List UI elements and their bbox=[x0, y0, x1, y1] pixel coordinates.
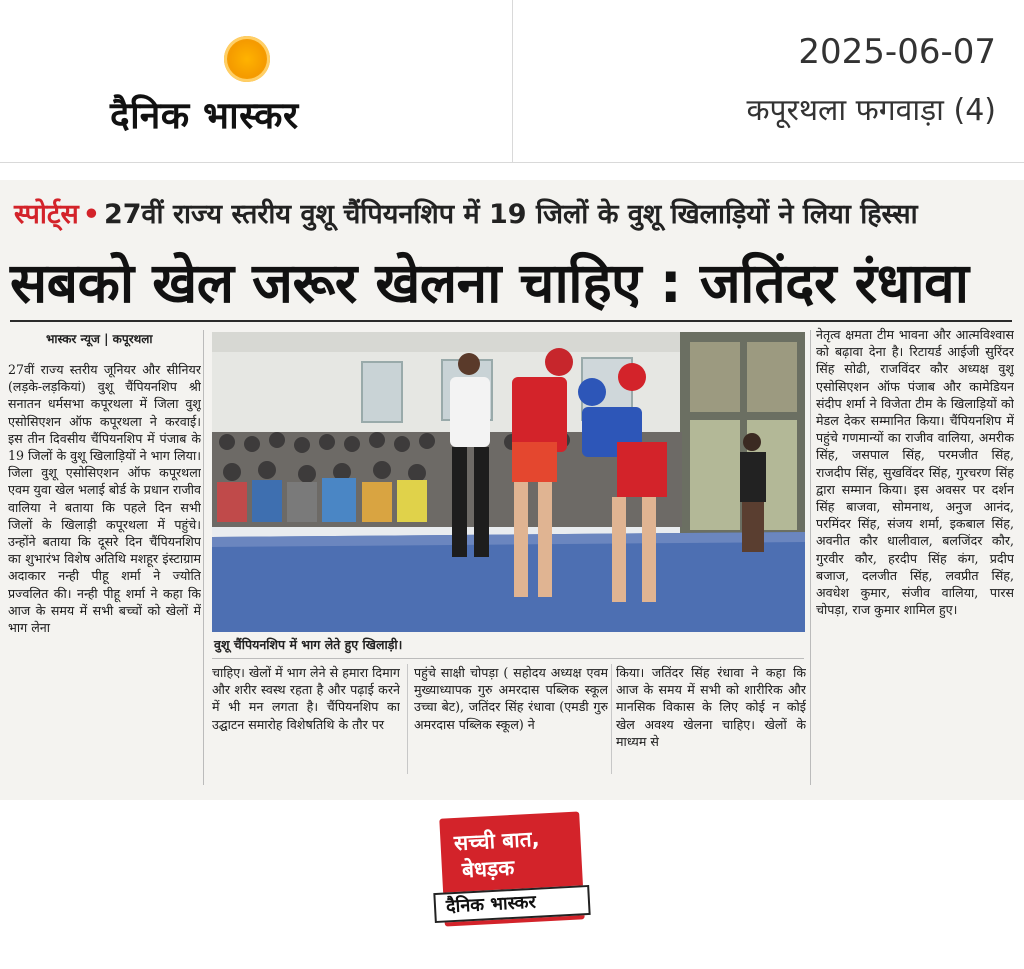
edition-name: कपूरथला फगवाड़ा (4) bbox=[746, 93, 996, 128]
photo-illustration bbox=[212, 332, 805, 632]
sun-logo-icon bbox=[224, 36, 270, 82]
wushu-match-photo bbox=[212, 332, 805, 632]
article-column-1 bbox=[8, 328, 201, 788]
logo-text: दैनिक भास्कर bbox=[110, 94, 299, 137]
byline: भास्कर न्यूज | कपूरथला bbox=[46, 332, 153, 346]
headline-rule bbox=[10, 320, 1012, 322]
headline: सबको खेल जरूर खेलना चाहिए : जतिंदर रंधावा bbox=[10, 251, 969, 315]
badge-slogan-line2: बेधड़क bbox=[461, 855, 515, 883]
kicker-bullet: • bbox=[82, 199, 100, 230]
column-1-text: 27वीं राज्य स्तरीय जूनियर और सीनियर (लड़के-लड़कियां) वुशू चैंपियनशिप श्री सनातन धर्मसभा कपूरथला में जिला वुशू एसोसिएशन ऑफ कपूरथला ने करवाई। इस तीन दिवसीय चैंपियनशिप में पंजाब के 19 जिलों के वुशू खिलाड़ियों ने भाग लिया। जिला वुशू एसोसिएशन ऑफ कपूरथला एवम युवा खेल भलाई बोर्ड के प्रधान राजीव वालिया ने बताया कि पहले दिन सभी जिलों के खिलाड़ी कपूरथला में पहुंचे। उन्होंने बताया कि दूसरे दिन चैंपियनशिप का शुभारंभ विशेष अतिथि मशहूर इंस्टाग्राम अदाकार नन्ही पीहू शर्मा ने ज्योति प्रज्वलित की। नन्ही पीहू शर्मा ने कहा कि आज के समय में सभी बच्चों को खेलों में भाग लेना bbox=[8, 362, 201, 636]
header bbox=[0, 0, 1024, 163]
kicker bbox=[14, 194, 918, 231]
column-divider bbox=[810, 330, 811, 785]
lower-rule bbox=[212, 658, 804, 659]
photo-caption: वुशू चैंपियनशिप में भाग लेते हुए खिलाड़ी। bbox=[214, 637, 403, 652]
header-divider bbox=[512, 0, 513, 163]
article-column-5: नेतृत्व क्षमता टीम भावना और आत्मविश्वास को बढ़ावा देना है। रिटायर्ड आईजी सुरिंदर सिंह सोढी, राजविंदर कौर अध्यक्ष वुशू एसोसिएशन ऑफ पंजाब और कामेडियन संदीप शर्मा ने विजेता टीम के खिलाड़ियों को मेडल देकर सम्मानित किया। चैंपियनशिप में पहुंचे गणमान्यों का राजीव वालिया, अमरीक सिंह, जसपाल सिंह, परमजीत सिंह, राजदीप सिंह, सुखविंदर सिंह, गुरचरण सिंह द्वारा सम्मान किया। इस अवसर पर दर्शन सिंह बाजवा, सोमनाथ, अनुज आनंद, परमिंदर सिंह, संजय शर्मा, इकबाल सिंह, अवनीत कौर धालीवाल, बलजिंदर कौर, गुरवीर कौर, हरदीप सिंह कंग, प्रदीप बजाज, दलजीत सिंह, लवप्रीत सिंह, अवधेश कुमार, संजीव वालिया, पारस चोपड़ा, राज कुमार शामिल हुए। bbox=[816, 327, 1014, 618]
kicker-tag: स्पोर्ट्स bbox=[14, 199, 79, 230]
article-column-2: चाहिए। खेलों में भाग लेने से हमारा दिमाग और शरीर स्वस्थ रहता है और पढ़ाई करने में भी मन लगता है। चैंपियनशिप का उद्घाटन समारोह विशेषतिथि के तौर पर bbox=[212, 665, 400, 732]
brand-badge bbox=[432, 815, 592, 935]
dainik-bhaskar-logo bbox=[110, 30, 390, 140]
kicker-subhead: 27वीं राज्य स्तरीय वुशू चैंपियनशिप में 19 जिलों के वुशू खिलाड़ियों ने लिया हिस्सा bbox=[103, 199, 918, 230]
article-column-4: किया। जतिंदर सिंह रंधावा ने कहा कि आज के समय में सभी को शारीरिक और मानसिक विकास के लिए कोई न कोई खेल अवश्य खेलना चाहिए। खेलों के माध्यम से bbox=[616, 665, 806, 749]
badge-logo-text: दैनिक भास्कर bbox=[445, 891, 537, 918]
column-divider bbox=[407, 664, 408, 774]
news-clipping bbox=[0, 180, 1024, 800]
article-column-3: पहुंचे साक्षी चोपड़ा ( सहोदय अध्यक्ष एवम मुख्याध्यापक गुरु अमरदास पब्लिक स्कूल उच्चा बेट), जतिंदर सिंह रंधावा (एमडी गुरु अमरदास पब्लिक स्कूल) ने bbox=[414, 665, 608, 732]
badge-slogan-line1: सच्ची बात, bbox=[453, 826, 541, 856]
edition-date: 2025-06-07 bbox=[798, 32, 996, 72]
column-divider bbox=[203, 330, 204, 785]
column-divider bbox=[611, 664, 612, 774]
